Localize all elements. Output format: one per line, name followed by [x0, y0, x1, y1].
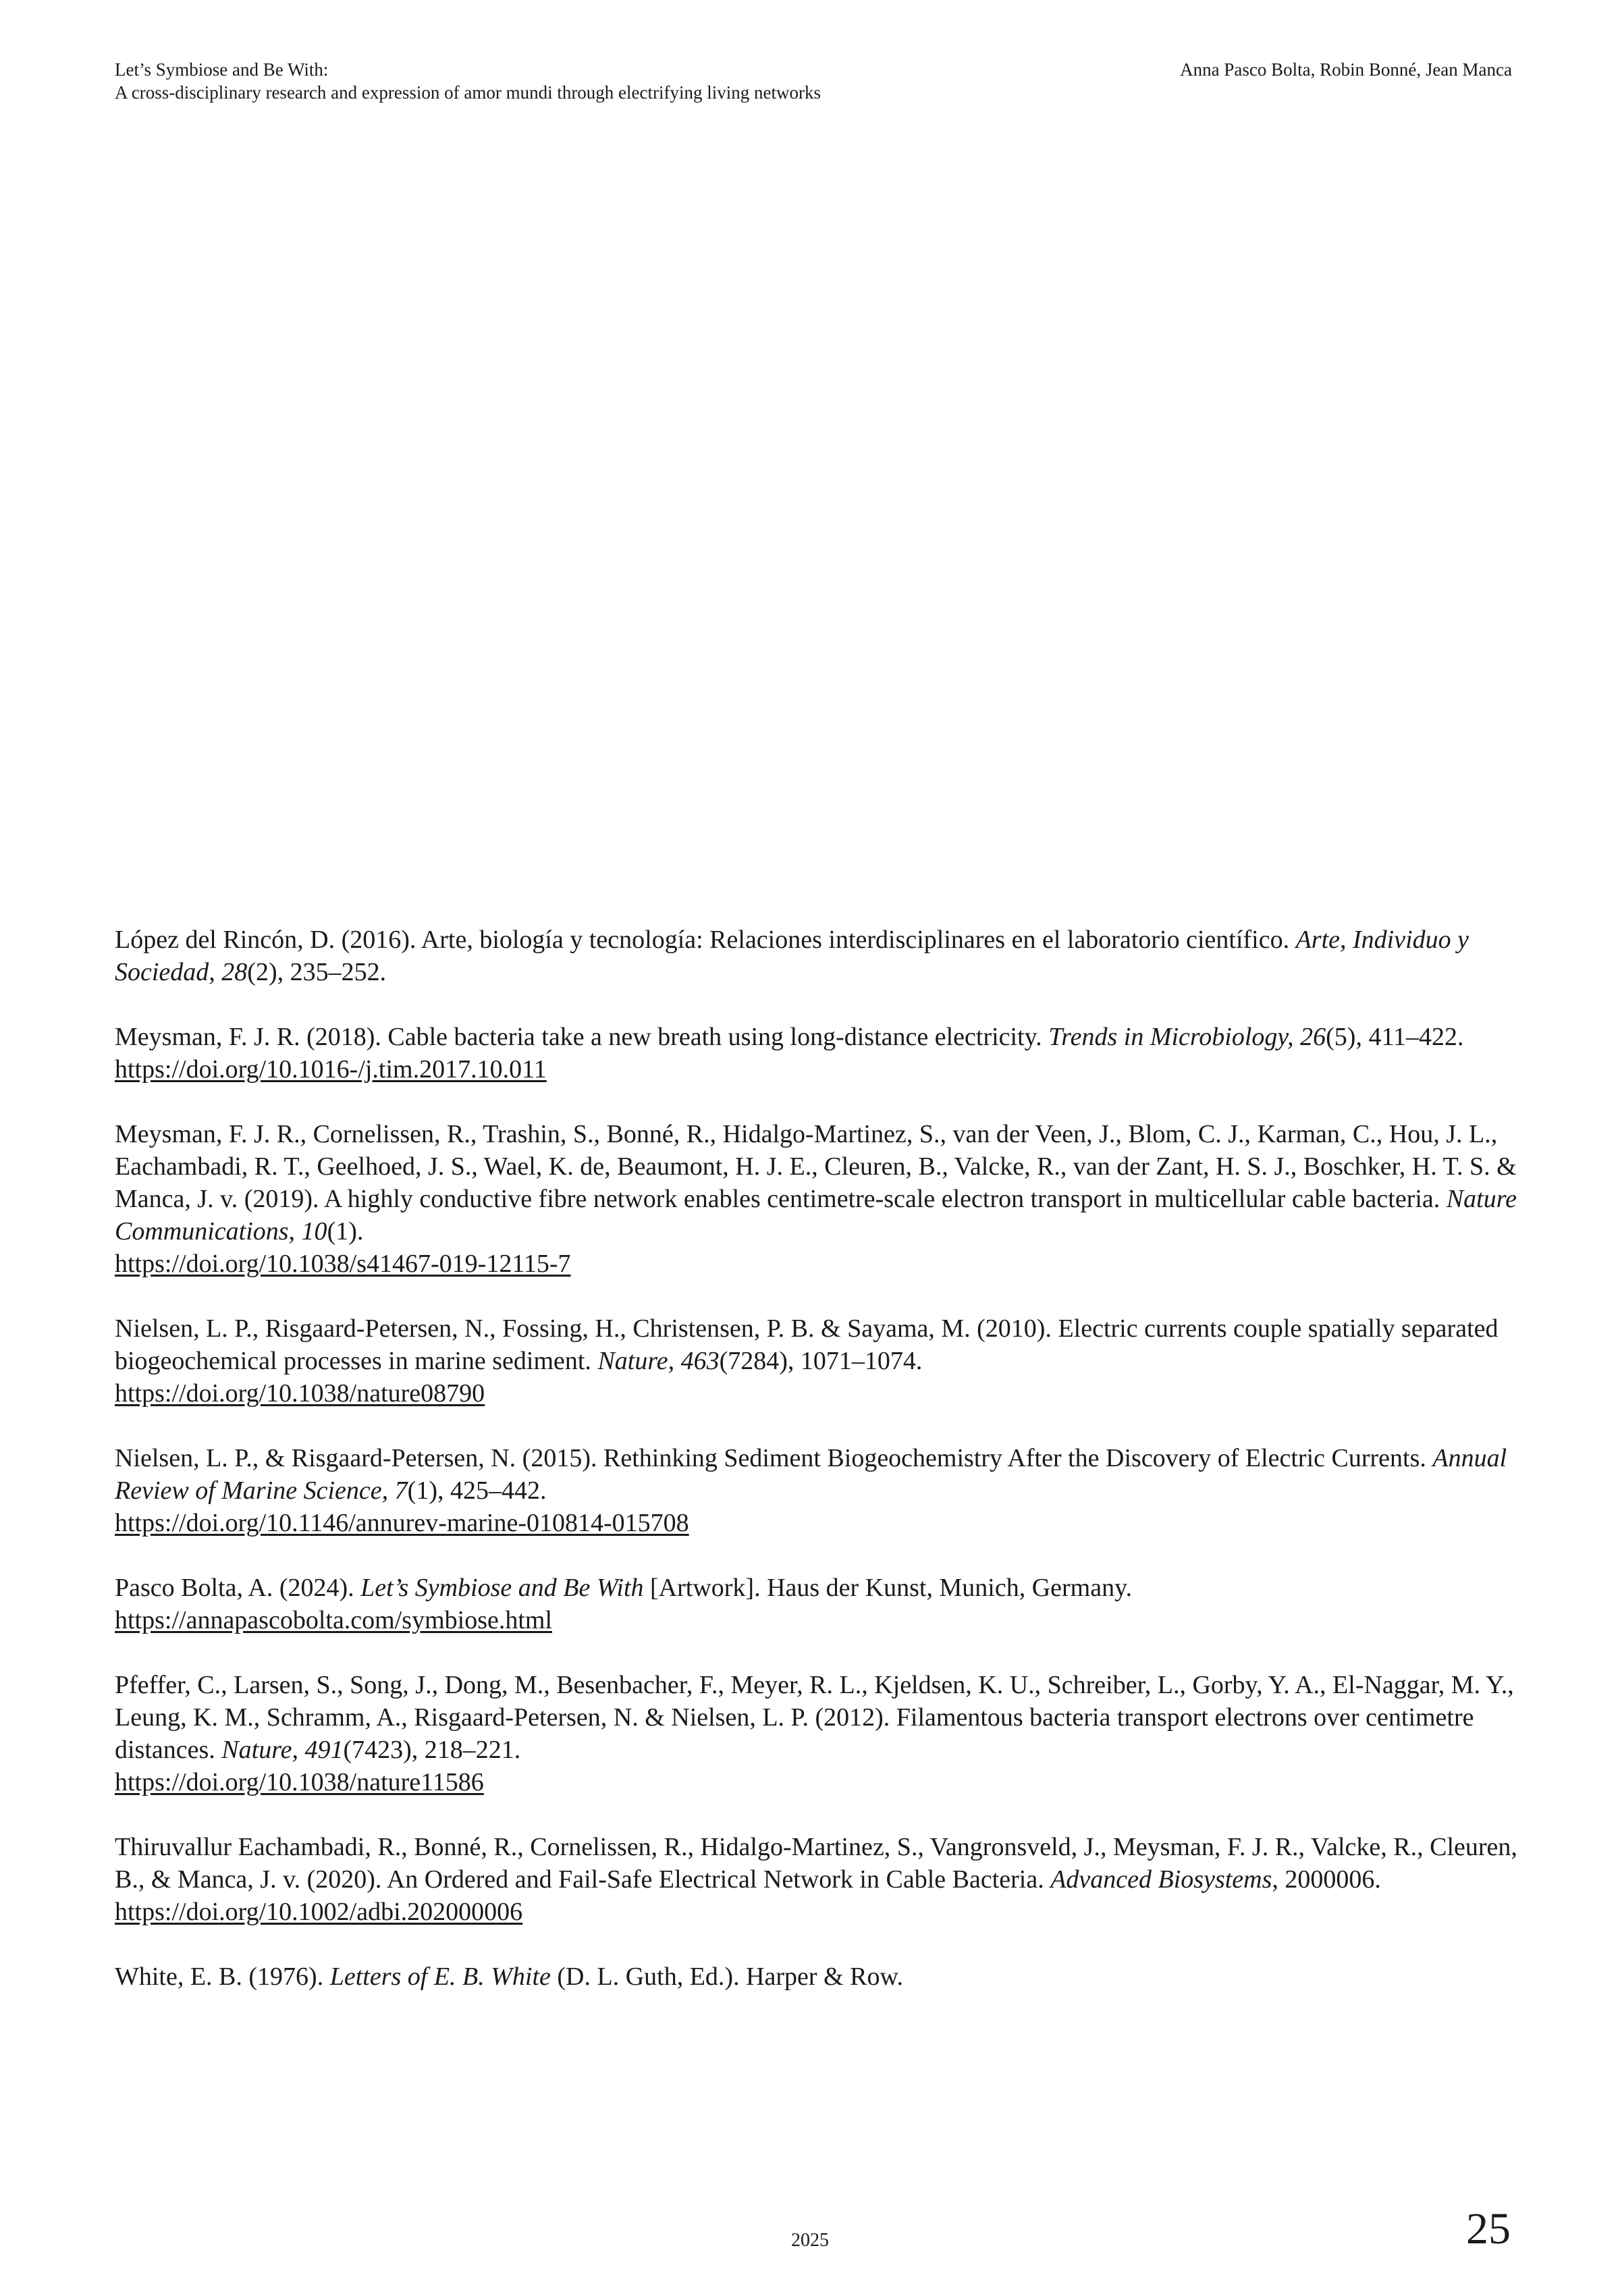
- reference-text: Thiruvallur Eachambadi, R., Bonné, R., Cornelissen, R., Hidalgo-Martinez, S., Vangronsveld, J., Meysman, F. J. R., Valcke, R., Cleuren, B., & Manca, J. v. (2020). An Ordered and Fail-Safe Electrical Network in Cable Bacteria.: [115, 1833, 1517, 1894]
- reference-entry: [115, 1669, 1519, 1798]
- reference-source: Letters of E. B. White: [329, 1963, 551, 1991]
- reference-source: Arte, Individuo y Sociedad, 28: [115, 926, 1469, 986]
- reference-details: (7423), 218–221.: [343, 1736, 521, 1764]
- reference-entry: [115, 1118, 1519, 1280]
- reference-entry: [115, 1572, 1519, 1636]
- reference-text: Meysman, F. J. R., Cornelissen, R., Trashin, S., Bonné, R., Hidalgo-Martinez, S., van der Veen, J., Blom, C. J., Karman, C., Hou, J. L., Eachambadi, R. T., Geelhoed, J. S., Wael, K. de, Beaumont, H. J. E., Cleuren, B., Valcke, R., van der Zant, H. S. J., Boschker, H. T. S. & Manca, J. v. (2019). A highly conductive fibre network enables centimetre-scale electron transport in multicellular cable bacteria.: [115, 1120, 1517, 1213]
- reference-doi-link[interactable]: https://doi.org/10.1016-/j.tim.2017.10.011: [115, 1055, 547, 1084]
- reference-entry: [115, 1960, 1519, 1993]
- reference-doi-link[interactable]: https://doi.org/10.1038/s41467-019-12115-7: [115, 1250, 571, 1278]
- reference-entry: [115, 1831, 1519, 1928]
- running-header-title: [115, 58, 1060, 104]
- reference-text: Nielsen, L. P., Risgaard-Petersen, N., Fossing, H., Christensen, P. B. & Sayama, M. (2010). Electric currents couple spatially separated biogeochemical processes in marine sediment.: [115, 1314, 1498, 1375]
- reference-text: Nielsen, L. P., & Risgaard-Petersen, N. (2015). Rethinking Sediment Biogeochemistry After the Discovery of Electric Currents.: [115, 1444, 1433, 1472]
- reference-source: Nature Communications, 10: [115, 1185, 1517, 1246]
- reference-doi-link[interactable]: https://doi.org/10.1146/annurev-marine-010814-015708: [115, 1509, 689, 1537]
- reference-text: White, E. B. (1976).: [115, 1963, 330, 1991]
- reference-entry: [115, 1442, 1519, 1539]
- reference-details: [Artwork]. Haus der Kunst, Munich, Germany.: [643, 1574, 1133, 1602]
- reference-details: (1).: [327, 1217, 364, 1246]
- reference-source: Annual Review of Marine Science, 7: [115, 1444, 1507, 1505]
- reference-details: (2), 235–252.: [247, 958, 387, 986]
- reference-source: Trends in Microbiology, 26: [1048, 1023, 1326, 1051]
- reference-entry: [115, 1021, 1519, 1086]
- reference-details: (5), 411–422.: [1326, 1023, 1464, 1051]
- reference-doi-link[interactable]: https://doi.org/10.1038/nature11586: [115, 1768, 484, 1796]
- header-title-line-1: Let’s Symbiose and Be With:: [115, 59, 329, 80]
- running-header-authors: Anna Pasco Bolta, Robin Bonné, Jean Manca: [1180, 59, 1512, 80]
- reference-doi-link[interactable]: https://doi.org/10.1038/nature08790: [115, 1379, 485, 1408]
- footer-year: 2025: [791, 2230, 829, 2251]
- reference-source: Let’s Symbiose and Be With: [360, 1574, 644, 1602]
- reference-entry: [115, 1312, 1519, 1410]
- reference-details: (1), 425–442.: [407, 1476, 547, 1505]
- reference-list: [115, 924, 1519, 2025]
- reference-details: (D. L. Guth, Ed.). Harper & Row.: [550, 1963, 903, 1991]
- reference-source: Advanced Biosystems: [1050, 1865, 1272, 1894]
- reference-entry: [115, 924, 1519, 988]
- reference-details: , 2000006.: [1272, 1865, 1381, 1894]
- reference-text: Pasco Bolta, A. (2024).: [115, 1574, 361, 1602]
- reference-doi-link[interactable]: https://doi.org/10.1002/adbi.202000006: [115, 1898, 523, 1926]
- reference-source: Nature, 491: [221, 1736, 344, 1764]
- reference-details: (7284), 1071–1074.: [719, 1347, 923, 1375]
- reference-text: Pfeffer, C., Larsen, S., Song, J., Dong, M., Besenbacher, F., Meyer, R. L., Kjeldsen, K. U., Schreiber, L., Gorby, Y. A., El-Naggar, M. Y., Leung, K. M., Schramm, A., Risgaard-Petersen, N. & Nielsen, L. P. (2012). Filamentous bacteria transport electrons over centimetre distances.: [115, 1671, 1514, 1764]
- header-title-line-2: A cross-disciplinary research and expression of amor mundi through electrifying living networks: [115, 82, 821, 103]
- page-number: 25: [1466, 2204, 1511, 2253]
- reference-source: Nature, 463: [597, 1347, 720, 1375]
- reference-website-link[interactable]: https://annapascobolta.com/symbiose.html: [115, 1606, 553, 1634]
- reference-text: Meysman, F. J. R. (2018). Cable bacteria take a new breath using long-distance electricity.: [115, 1023, 1049, 1051]
- reference-text: López del Rincón, D. (2016). Arte, biología y tecnología: Relaciones interdisciplinares en el laboratorio científico.: [115, 926, 1296, 954]
